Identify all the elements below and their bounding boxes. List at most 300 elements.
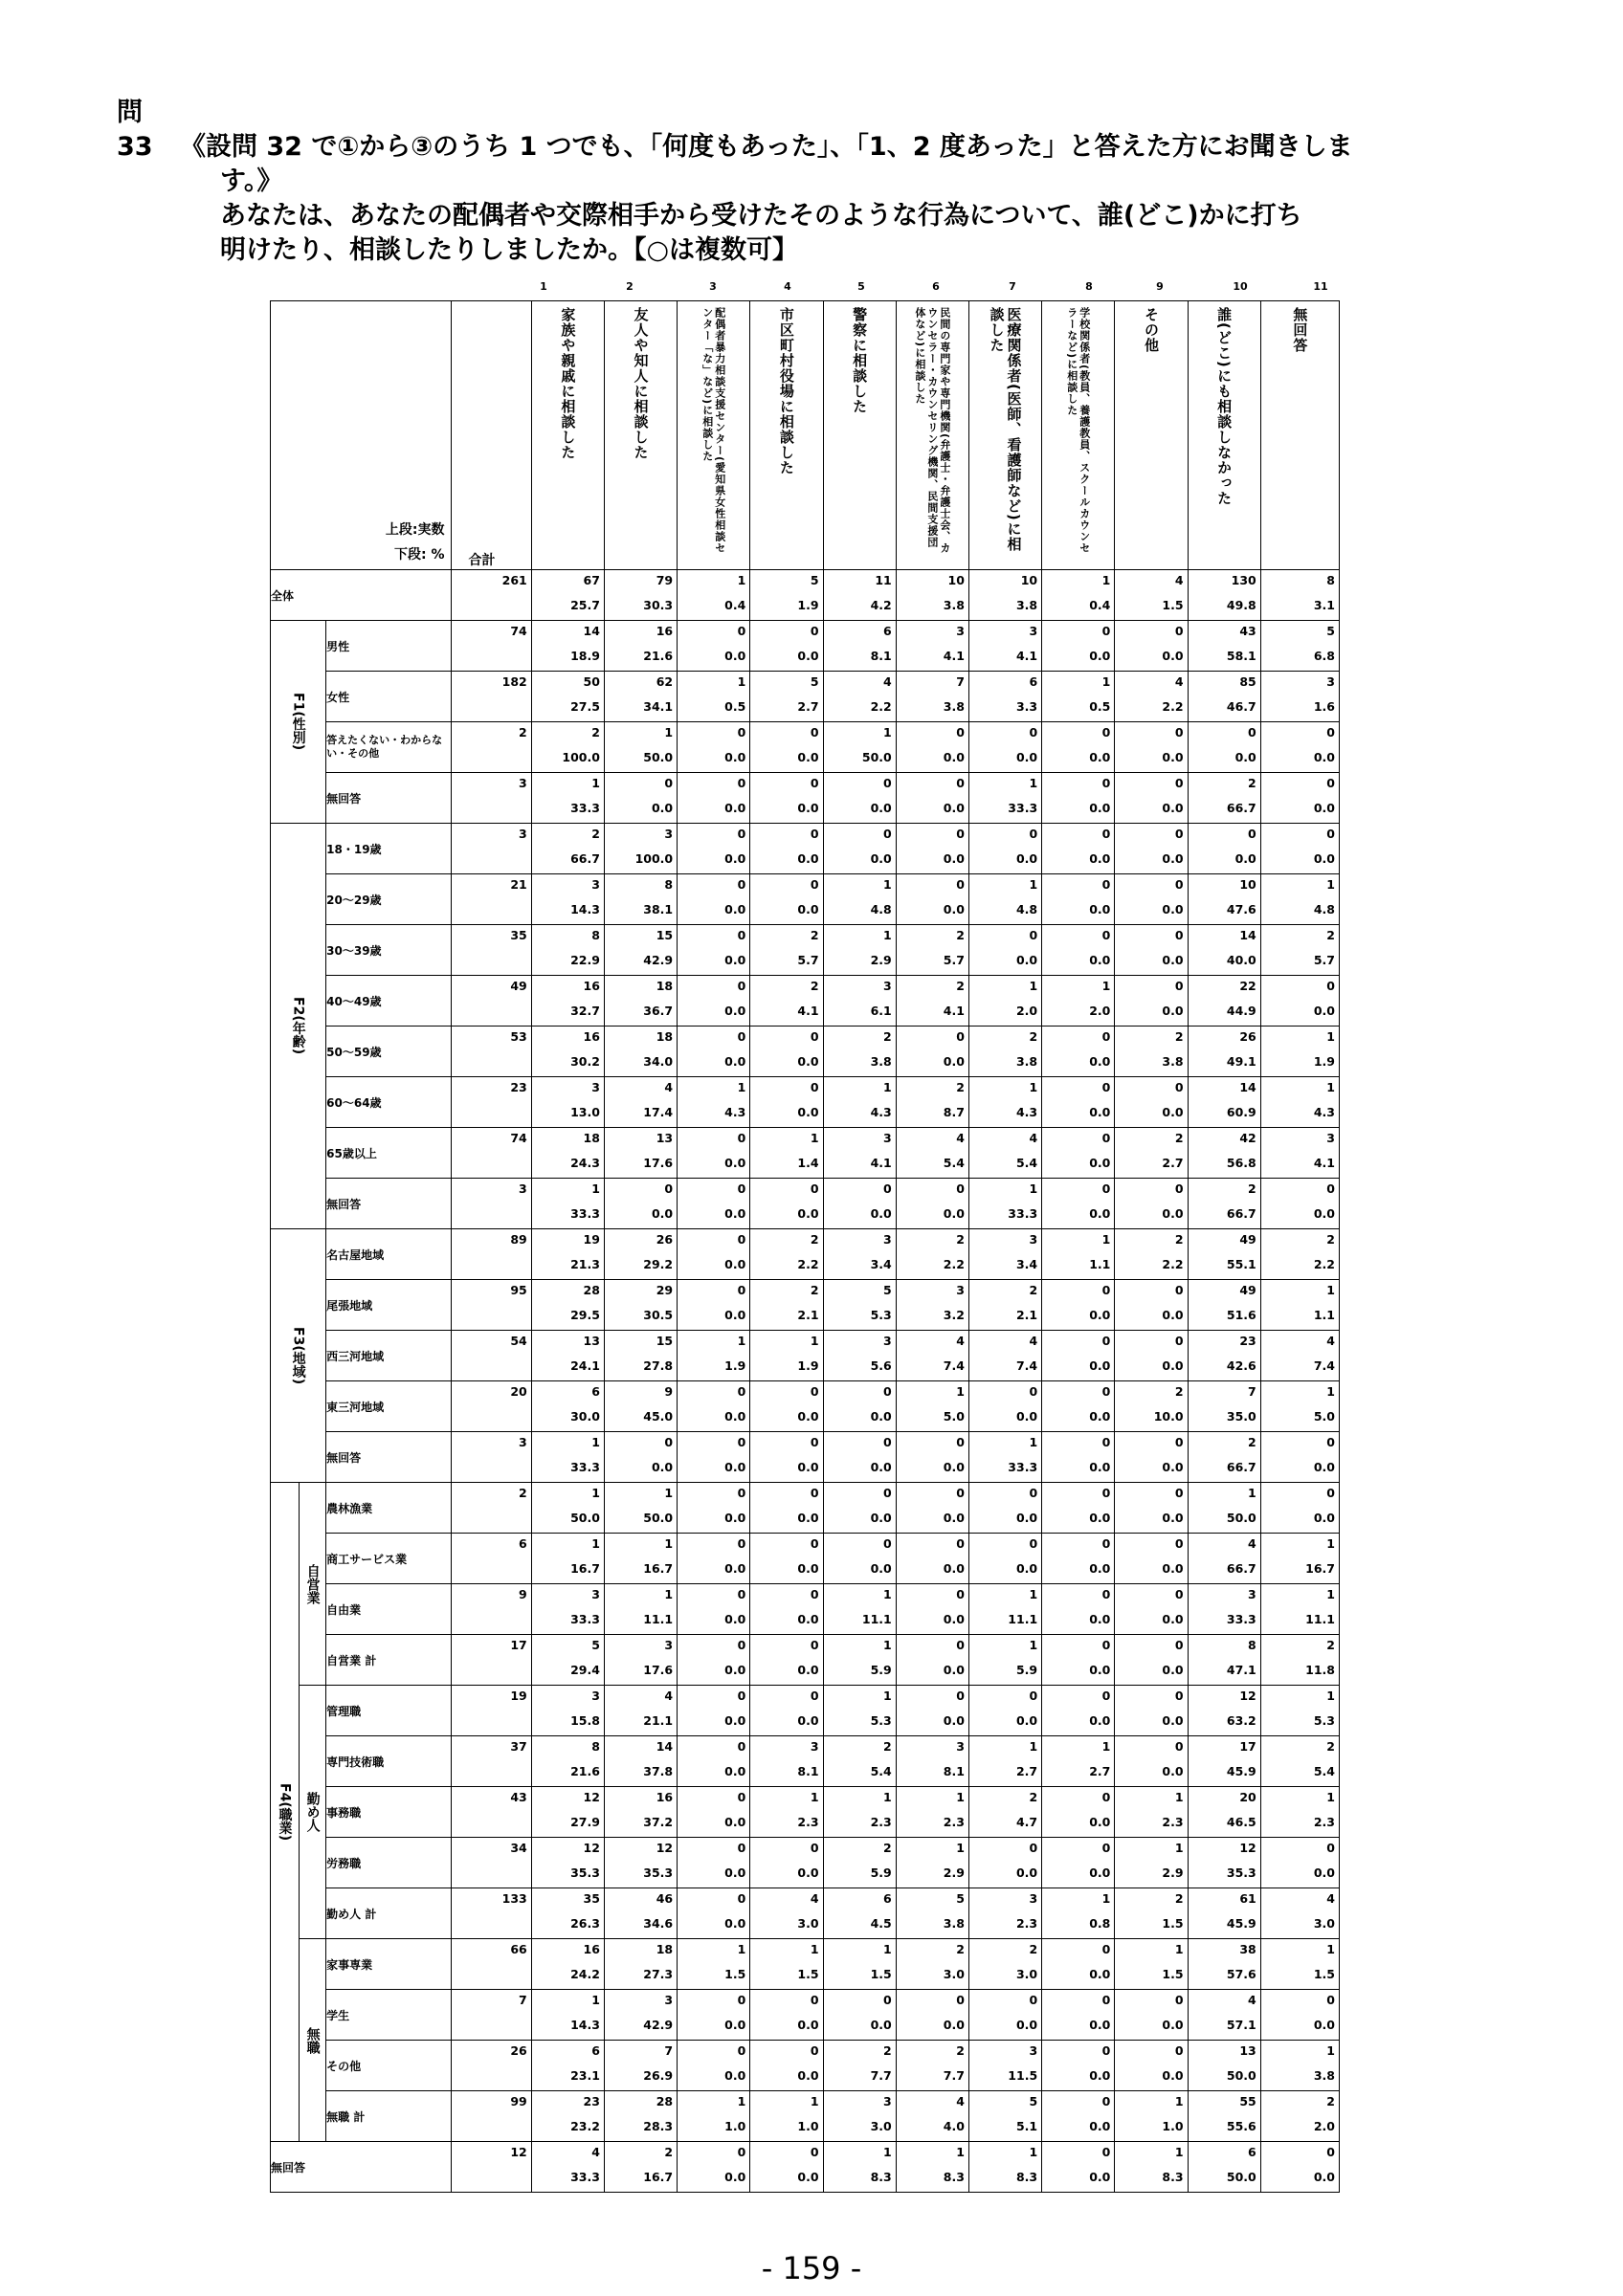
value-count: 0 (956, 1536, 965, 1551)
value-cell (1188, 1787, 1260, 1838)
value-count: 16 (656, 624, 674, 638)
value-count: 0 (956, 827, 965, 841)
value-cell (968, 672, 1041, 722)
column-number: 10 (1233, 280, 1248, 293)
value-count: 0 (956, 1993, 965, 2007)
value-percent: 44.9 (1226, 1004, 1256, 1018)
value-percent: 3.8 (1313, 2068, 1335, 2083)
value-cell (531, 1736, 604, 1787)
value-percent: 0.0 (1089, 1358, 1111, 1373)
value-count: 1 (1101, 1232, 1111, 1247)
value-cell (1260, 621, 1339, 672)
value-count: 0 (1101, 1435, 1111, 1449)
value-cell (1188, 2142, 1260, 2193)
value-cell (750, 1381, 823, 1432)
value-count: 18 (656, 979, 674, 993)
value-cell (531, 1584, 604, 1635)
total-cell (451, 1787, 531, 1838)
row-label: 50〜59歳 (326, 1027, 451, 1077)
table-row (271, 1787, 1340, 1838)
value-cell (1115, 2142, 1188, 2193)
value-count: 2 (1174, 1232, 1184, 1247)
value-cell (968, 2041, 1041, 2091)
value-count: 0 (1326, 1841, 1335, 1855)
value-cell (1260, 1381, 1339, 1432)
value-count: 1 (1029, 877, 1038, 892)
value-cell (1115, 1787, 1188, 1838)
value-cell (823, 1483, 896, 1534)
value-cell (1188, 1584, 1260, 1635)
value-percent: 4.3 (1313, 1105, 1335, 1119)
value-percent: 0.0 (724, 851, 746, 866)
value-percent: 10.0 (1153, 1409, 1184, 1424)
value-count: 0 (810, 1993, 819, 2007)
value-count: 2 (1326, 1638, 1335, 1652)
total-count: 74 (510, 624, 527, 638)
value-count: 1 (1029, 1435, 1038, 1449)
value-count: 16 (656, 1790, 674, 1804)
value-cell (968, 1584, 1041, 1635)
total-cell (451, 1179, 531, 1229)
value-count: 0 (737, 1029, 746, 1044)
value-count: 15 (656, 928, 674, 942)
row-label: 管理職 (326, 1686, 451, 1736)
value-count: 13 (1239, 2043, 1256, 2058)
value-percent: 0.0 (797, 2170, 819, 2184)
value-percent: 16.7 (643, 1561, 674, 1576)
value-count: 2 (1326, 928, 1335, 942)
value-count: 1 (1326, 2043, 1335, 2058)
table-row (271, 570, 1340, 621)
row-label: 尾張地域 (326, 1280, 451, 1331)
value-percent: 56.8 (1226, 1156, 1256, 1170)
value-percent: 14.3 (570, 902, 600, 916)
value-percent: 66.7 (1226, 1460, 1256, 1474)
value-cell (604, 1736, 677, 1787)
value-percent: 4.8 (870, 902, 892, 916)
row-label: 無回答 (271, 2142, 452, 2193)
value-count: 1 (1029, 979, 1038, 993)
value-count: 0 (1174, 725, 1184, 740)
table-row (271, 1027, 1340, 1077)
value-cell (1188, 1888, 1260, 1939)
value-count: 0 (956, 776, 965, 790)
value-cell (531, 1179, 604, 1229)
value-cell (1042, 1483, 1115, 1534)
value-count: 2 (1174, 1029, 1184, 1044)
value-percent: 0.0 (797, 649, 819, 663)
group-label-cell (271, 824, 326, 1229)
value-percent: 45.0 (643, 1409, 674, 1424)
value-count: 1 (1248, 1486, 1256, 1500)
row-label: 自由業 (326, 1584, 451, 1635)
value-percent: 1.0 (797, 2119, 819, 2133)
value-count: 0 (1326, 1435, 1335, 1449)
value-cell (1115, 1280, 1188, 1331)
value-count: 0 (1101, 1131, 1111, 1145)
value-count: 0 (883, 1181, 892, 1196)
value-percent: 50.0 (1226, 2170, 1256, 2184)
value-percent: 0.0 (1313, 2018, 1335, 2032)
value-cell (531, 722, 604, 773)
value-percent: 0.0 (1089, 649, 1111, 663)
value-cell (896, 1027, 968, 1077)
value-percent: 4.8 (1015, 902, 1038, 916)
value-cell (750, 1686, 823, 1736)
value-count: 3 (1029, 624, 1038, 638)
value-count: 0 (956, 1029, 965, 1044)
value-cell (604, 976, 677, 1027)
value-percent: 47.1 (1226, 1663, 1256, 1677)
value-percent: 0.0 (797, 1612, 819, 1626)
value-count: 20 (1239, 1790, 1256, 1804)
value-cell (1188, 1128, 1260, 1179)
value-cell (896, 2091, 968, 2142)
value-cell (823, 2041, 896, 2091)
value-count: 1 (1029, 2145, 1038, 2159)
subgroup-label-cell (300, 1483, 326, 1686)
value-percent: 0.0 (1313, 1460, 1335, 1474)
table-row (271, 1077, 1340, 1128)
value-cell (823, 570, 896, 621)
value-count: 1 (1174, 2145, 1184, 2159)
value-percent: 0.0 (797, 1561, 819, 1576)
value-cell (1188, 1635, 1260, 1686)
total-label: 合計 (468, 553, 496, 568)
value-cell (1042, 1838, 1115, 1888)
value-count: 1 (664, 1486, 674, 1500)
value-count: 2 (1029, 1029, 1038, 1044)
column-header (604, 301, 677, 570)
value-count: 1 (883, 1638, 892, 1652)
value-count: 0 (883, 1536, 892, 1551)
value-cell (1115, 570, 1188, 621)
column-header (1042, 301, 1115, 570)
value-percent: 55.1 (1226, 1257, 1256, 1271)
value-cell (1260, 1635, 1339, 1686)
row-label: 専門技術職 (326, 1736, 451, 1787)
column-header (896, 301, 968, 570)
value-count: 1 (591, 1993, 600, 2007)
total-count: 2 (519, 725, 527, 740)
value-percent: 0.0 (1162, 1713, 1184, 1728)
value-percent: 5.4 (943, 1156, 965, 1170)
column-numbers (0, 280, 1623, 299)
value-cell (823, 1584, 896, 1635)
value-percent: 2.2 (1162, 699, 1184, 714)
value-percent: 0.0 (724, 1308, 746, 1322)
value-count: 2 (1174, 1891, 1184, 1906)
total-count: 37 (510, 1739, 527, 1754)
value-percent: 4.1 (1313, 1156, 1335, 1170)
upper-label: 上段:実数 (385, 522, 445, 538)
value-cell (750, 874, 823, 925)
value-count: 0 (1029, 827, 1038, 841)
value-cell (678, 1888, 750, 1939)
value-cell (750, 570, 823, 621)
value-cell (678, 1027, 750, 1077)
value-cell (750, 2142, 823, 2193)
value-cell (896, 1584, 968, 1635)
value-cell (1042, 925, 1115, 976)
value-percent: 0.0 (1313, 1511, 1335, 1525)
value-percent: 0.0 (870, 2018, 892, 2032)
total-count: 7 (519, 1993, 527, 2007)
value-cell (1042, 1027, 1115, 1077)
value-percent: 66.7 (1226, 801, 1256, 815)
value-cell (678, 925, 750, 976)
value-count: 1 (1174, 2094, 1184, 2108)
value-percent: 11.1 (1008, 1612, 1038, 1626)
value-cell (1260, 1432, 1339, 1483)
column-header-text: 学校関係者(教員、養護教員、スクールカウンセラーなど)に相談した (1065, 307, 1091, 555)
value-percent: 0.0 (1015, 953, 1038, 967)
value-percent: 5.0 (943, 1409, 965, 1424)
value-cell (1042, 1787, 1115, 1838)
value-count: 0 (1101, 877, 1111, 892)
value-count: 1 (1029, 1739, 1038, 1754)
value-percent: 0.0 (1089, 1206, 1111, 1221)
value-count: 42 (1239, 1131, 1256, 1145)
value-count: 0 (737, 1638, 746, 1652)
value-percent: 1.5 (1162, 598, 1184, 612)
value-count: 0 (810, 1181, 819, 1196)
value-percent: 5.7 (797, 953, 819, 967)
value-cell (1115, 1686, 1188, 1736)
value-cell (531, 874, 604, 925)
total-count: 99 (510, 2094, 527, 2108)
total-count: 49 (510, 979, 527, 993)
value-percent: 0.0 (1089, 1815, 1111, 1829)
table-row (271, 1381, 1340, 1432)
row-label: 農林漁業 (326, 1483, 451, 1534)
value-count: 0 (1174, 1689, 1184, 1703)
value-cell (968, 1787, 1041, 1838)
value-cell (1115, 925, 1188, 976)
column-number: 3 (709, 280, 717, 293)
value-count: 0 (1029, 1536, 1038, 1551)
value-count: 1 (1326, 1080, 1335, 1094)
value-cell (531, 1888, 604, 1939)
value-percent: 0.0 (1089, 750, 1111, 764)
total-cell (451, 1077, 531, 1128)
value-percent: 23.1 (570, 2068, 600, 2083)
value-cell (1188, 1990, 1260, 2041)
value-count: 0 (1101, 1942, 1111, 1956)
value-percent: 0.0 (1089, 2170, 1111, 2184)
value-cell (531, 2091, 604, 2142)
value-cell (604, 1229, 677, 1280)
value-percent: 4.1 (870, 1156, 892, 1170)
value-cell (823, 1736, 896, 1787)
value-count: 0 (1029, 1384, 1038, 1399)
value-count: 3 (956, 1739, 965, 1754)
value-cell (896, 1432, 968, 1483)
value-percent: 0.0 (797, 1105, 819, 1119)
value-percent: 3.8 (1162, 1054, 1184, 1069)
value-count: 12 (583, 1841, 600, 1855)
value-percent: 1.9 (1313, 1054, 1335, 1069)
value-percent: 26.9 (643, 2068, 674, 2083)
value-cell (604, 1939, 677, 1990)
total-count: 66 (510, 1942, 527, 1956)
value-cell (604, 1381, 677, 1432)
value-percent: 47.6 (1226, 902, 1256, 916)
value-cell (1115, 2041, 1188, 2091)
value-percent: 66.7 (1226, 1561, 1256, 1576)
value-count: 1 (1326, 877, 1335, 892)
value-percent: 0.0 (870, 1460, 892, 1474)
row-label: 名古屋地域 (326, 1229, 451, 1280)
value-count: 4 (1029, 1131, 1038, 1145)
value-count: 0 (810, 1841, 819, 1855)
value-cell (1042, 1686, 1115, 1736)
value-count: 4 (664, 1689, 674, 1703)
value-percent: 5.4 (870, 1764, 892, 1778)
value-percent: 3.3 (1015, 699, 1038, 714)
value-percent: 27.3 (643, 1967, 674, 1981)
value-count: 0 (1101, 1384, 1111, 1399)
value-cell (750, 1635, 823, 1686)
value-cell (896, 1838, 968, 1888)
value-percent: 0.0 (943, 902, 965, 916)
value-cell (1042, 2091, 1115, 2142)
value-cell (531, 1432, 604, 1483)
total-cell (451, 1534, 531, 1584)
value-percent: 0.0 (797, 1206, 819, 1221)
value-cell (968, 1432, 1041, 1483)
value-cell (750, 1280, 823, 1331)
value-cell (896, 1331, 968, 1381)
value-count: 0 (1326, 979, 1335, 993)
value-count: 0 (737, 1841, 746, 1855)
value-percent: 0.0 (724, 1460, 746, 1474)
value-percent: 0.0 (1313, 801, 1335, 815)
value-cell (750, 1229, 823, 1280)
value-percent: 4.1 (943, 649, 965, 663)
value-cell (750, 1331, 823, 1381)
value-cell (678, 1331, 750, 1381)
row-label: 無回答 (326, 1179, 451, 1229)
value-count: 5 (810, 674, 819, 689)
value-percent: 0.0 (797, 902, 819, 916)
value-count: 3 (664, 1638, 674, 1652)
value-cell (1188, 976, 1260, 1027)
column-header-text: 医療関係者(医師、看護師など)に相談した (988, 307, 1023, 552)
value-count: 2 (810, 979, 819, 993)
value-percent: 29.2 (643, 1257, 674, 1271)
value-cell (604, 1280, 677, 1331)
value-count: 2 (1174, 1131, 1184, 1145)
value-percent: 42.9 (643, 953, 674, 967)
value-cell (1115, 1128, 1188, 1179)
value-percent: 0.0 (797, 1713, 819, 1728)
value-cell (823, 2091, 896, 2142)
value-count: 2 (883, 1029, 892, 1044)
column-header (823, 301, 896, 570)
question-line2: す。》 (220, 166, 283, 196)
column-number: 7 (1009, 280, 1016, 293)
value-cell (1115, 1027, 1188, 1077)
value-percent: 0.0 (870, 1511, 892, 1525)
value-count: 0 (810, 1689, 819, 1703)
value-count: 2 (1326, 1232, 1335, 1247)
value-count: 5 (1029, 2094, 1038, 2108)
total-count: 34 (510, 1841, 527, 1855)
total-count: 43 (510, 1790, 527, 1804)
table-row (271, 976, 1340, 1027)
table-row (271, 1280, 1340, 1331)
total-cell (451, 1635, 531, 1686)
value-cell (678, 2091, 750, 2142)
value-cell (1260, 1483, 1339, 1534)
value-percent: 0.0 (1089, 1460, 1111, 1474)
value-percent: 0.0 (1089, 1561, 1111, 1576)
value-count: 2 (1174, 1384, 1184, 1399)
value-percent: 0.0 (1313, 851, 1335, 866)
value-cell (1260, 824, 1339, 874)
value-count: 0 (1101, 1587, 1111, 1601)
column-header-text: 配偶者暴力相談支援センター(愛知県女性相談センター「な」など)に相談した (700, 307, 726, 555)
value-percent: 3.8 (943, 699, 965, 714)
value-percent: 29.5 (570, 1308, 600, 1322)
value-count: 2 (1248, 776, 1256, 790)
value-cell (604, 1990, 677, 2041)
value-percent: 30.2 (570, 1054, 600, 1069)
value-percent: 100.0 (634, 851, 674, 866)
value-count: 8 (591, 1739, 600, 1754)
value-percent: 3.0 (870, 2119, 892, 2133)
value-percent: 0.4 (724, 598, 746, 612)
value-percent: 17.4 (643, 1105, 674, 1119)
question-line1: 《設問 32 で①から③のうち 1 つでも、「何度もあった」、「1、2 度あった」と答えた方にお聞きしま (180, 132, 1353, 162)
header-total-cell (451, 301, 531, 570)
value-percent: 34.6 (643, 1916, 674, 1931)
value-percent: 7.7 (943, 2068, 965, 2083)
column-header (1260, 301, 1339, 570)
value-cell (678, 824, 750, 874)
value-percent: 0.0 (1089, 1663, 1111, 1677)
column-number: 2 (626, 280, 634, 293)
value-cell (678, 976, 750, 1027)
row-label: 20〜29歳 (326, 874, 451, 925)
value-count: 0 (664, 776, 674, 790)
value-count: 0 (810, 1029, 819, 1044)
value-percent: 55.6 (1226, 2119, 1256, 2133)
value-cell (750, 722, 823, 773)
value-percent: 2.3 (870, 1815, 892, 1829)
total-cell (451, 1686, 531, 1736)
value-cell (823, 672, 896, 722)
total-cell (451, 1483, 531, 1534)
value-cell (823, 1027, 896, 1077)
value-percent: 0.0 (1313, 1004, 1335, 1018)
value-cell (604, 874, 677, 925)
table-row (271, 1229, 1340, 1280)
value-cell (1115, 1736, 1188, 1787)
value-cell (750, 824, 823, 874)
value-count: 1 (591, 1435, 600, 1449)
value-percent: 33.3 (570, 1460, 600, 1474)
value-percent: 0.0 (724, 1663, 746, 1677)
value-cell (1042, 824, 1115, 874)
value-cell (1115, 621, 1188, 672)
value-cell (1260, 1787, 1339, 1838)
value-cell (1042, 722, 1115, 773)
value-percent: 11.1 (861, 1612, 892, 1626)
column-header (750, 301, 823, 570)
value-count: 0 (956, 1486, 965, 1500)
